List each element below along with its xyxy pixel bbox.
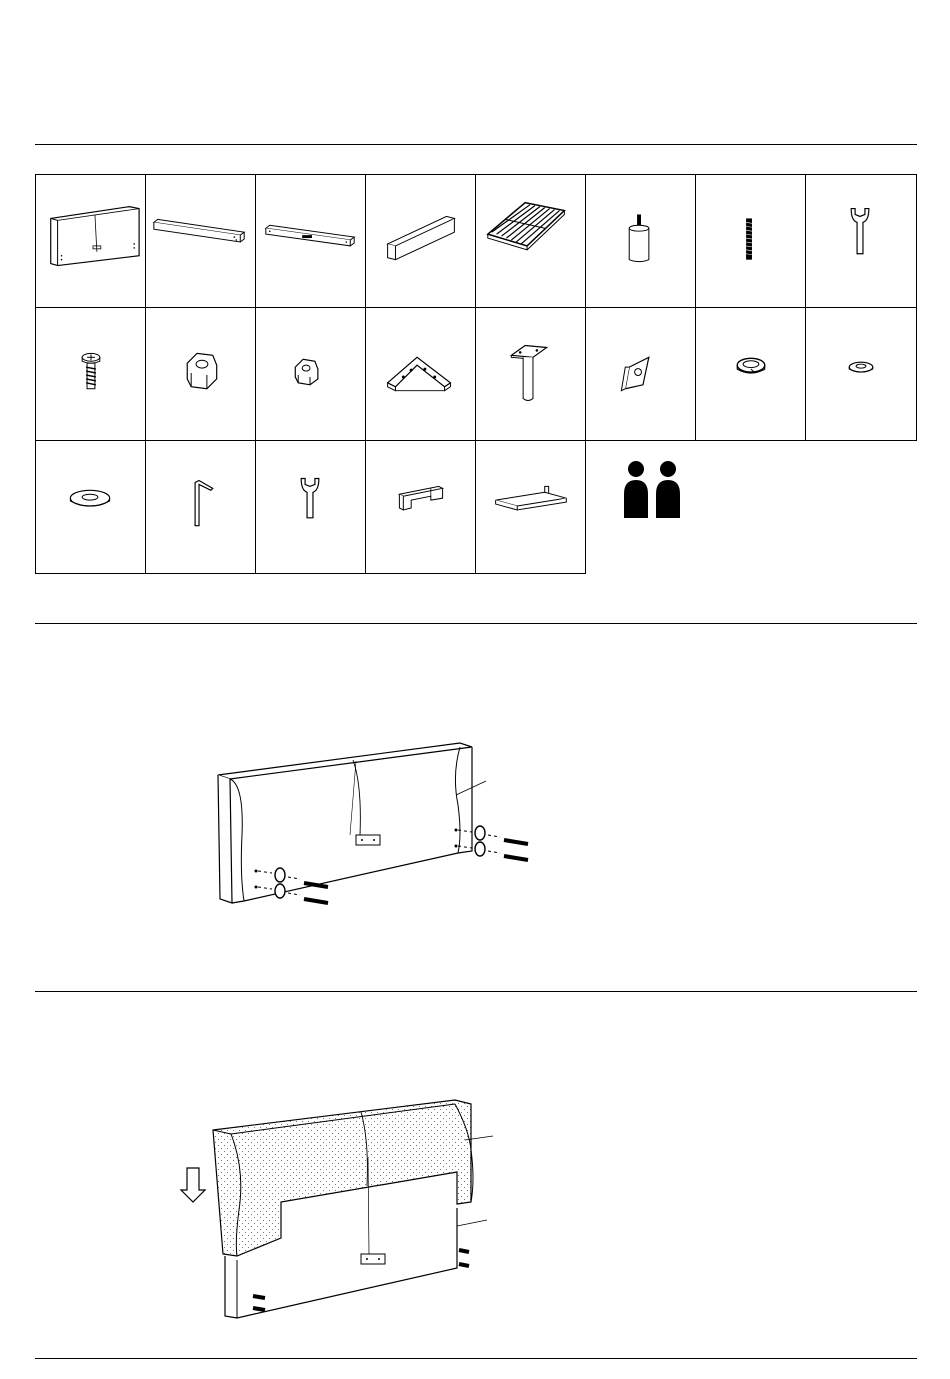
connector-plate-icon: [586, 308, 695, 440]
down-arrow-icon: [181, 1168, 205, 1202]
part-cell-side-rail: [145, 174, 256, 308]
part-cell-hex-nut-large: [145, 307, 256, 441]
part-cell-tray: [475, 440, 586, 574]
tray-icon: [476, 441, 585, 573]
part-cell-open-wrench: [805, 174, 917, 308]
wooden-beam-icon: [366, 175, 475, 307]
part-cell-connector-plate: [585, 307, 696, 441]
foot-with-stud-icon: [586, 175, 695, 307]
rule-top: [35, 144, 917, 145]
part-cell-corner-bracket: [365, 307, 476, 441]
corner-bracket-icon: [366, 308, 475, 440]
parts-grid: [35, 174, 917, 574]
part-cell-spring-washer: [695, 307, 806, 441]
side-rail-with-bracket-icon: [256, 175, 365, 307]
allen-key-icon: [146, 441, 255, 573]
side-rail-icon: [146, 175, 255, 307]
part-cell-slatted-base: [475, 174, 586, 308]
two-persons-icon: [620, 460, 686, 520]
headboard-panel-icon: [36, 175, 145, 307]
part-cell-allen-key: [145, 440, 256, 574]
part-cell-wooden-beam: [365, 174, 476, 308]
threaded-rod-icon: [696, 175, 805, 307]
part-cell-hex-nut-small: [255, 307, 366, 441]
open-wrench-icon: [256, 441, 365, 573]
center-leg-icon: [476, 308, 585, 440]
slatted-base-icon: [476, 175, 585, 307]
washer-icon: [806, 308, 916, 440]
part-cell-headboard-panel: [35, 174, 146, 308]
hex-nut-large-icon: [146, 308, 255, 440]
headboard-cover-slide-icon: [175, 1090, 505, 1330]
part-cell-screw: [35, 307, 146, 441]
spring-washer-icon: [696, 308, 805, 440]
screw-icon: [36, 308, 145, 440]
part-cell-open-wrench-2: [255, 440, 366, 574]
wood-block-icon: [366, 441, 475, 573]
part-cell-side-rail-bracket: [255, 174, 366, 308]
large-washer-icon: [36, 441, 145, 573]
rule-bottom: [35, 1358, 917, 1359]
part-cell-foot: [585, 174, 696, 308]
rule-section-2: [35, 991, 917, 992]
headboard-bolt-assembly-icon: [210, 735, 540, 915]
part-cell-washer: [805, 307, 917, 441]
rule-section-1: [35, 623, 917, 624]
open-wrench-icon: [806, 175, 916, 307]
part-cell-large-washer: [35, 440, 146, 574]
part-cell-wood-block: [365, 440, 476, 574]
part-cell-center-leg: [475, 307, 586, 441]
hex-nut-small-icon: [256, 308, 365, 440]
part-cell-threaded-rod: [695, 174, 806, 308]
